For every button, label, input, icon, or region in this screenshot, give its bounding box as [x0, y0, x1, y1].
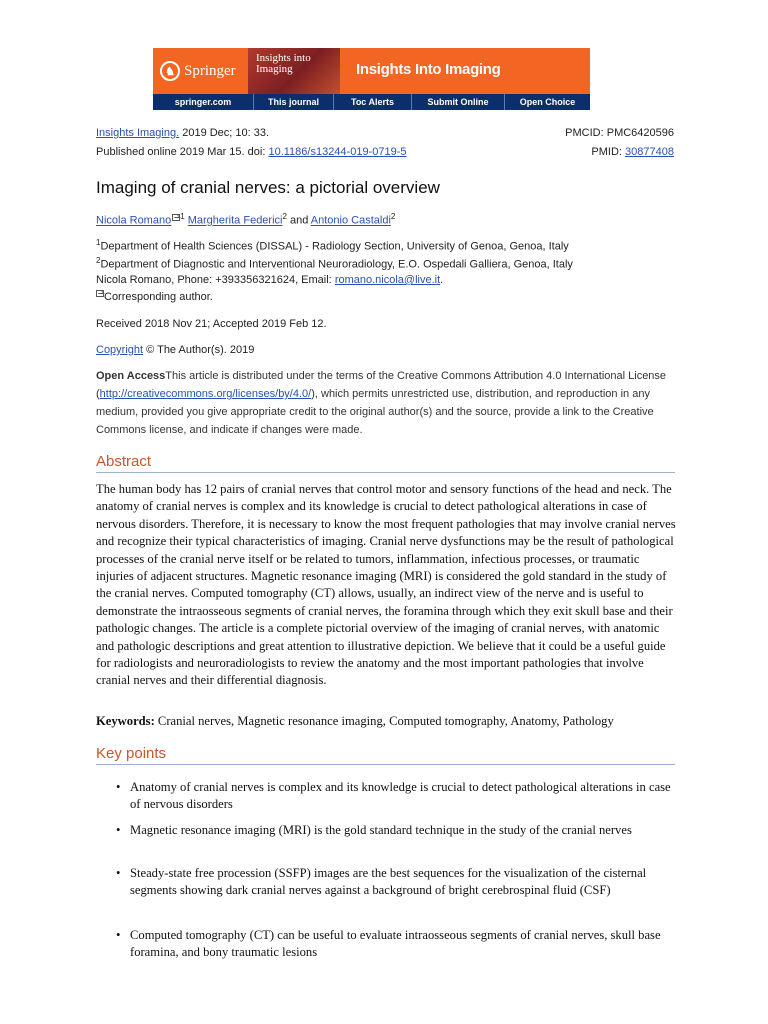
- nav-toc-alerts[interactable]: Toc Alerts: [333, 94, 411, 110]
- article-title: Imaging of cranial nerves: a pictorial overview: [96, 178, 440, 197]
- affiliation-1: [96, 236, 569, 254]
- key-point-text: Steady-state free procession (SSFP) images are the best sequences for the visualization of the cisternal segments showing dark cranial nerves against a background of bright cerebrospinal fluid (CSF): [130, 866, 647, 897]
- published-line: [96, 145, 406, 159]
- affiliation-text: Department of Diagnostic and Interventional Neuroradiology, E.O. Ospedali Galliera, Genoa, Italy: [100, 258, 573, 271]
- keywords-text: Cranial nerves, Magnetic resonance imaging, Computed tomography, Anatomy, Pathology: [154, 714, 614, 728]
- key-point-text: Computed tomography (CT) can be useful to evaluate intraosseous segments of cranial nerves, skull base foramina, and bony traumatic lesions: [130, 928, 661, 959]
- open-access-label: Open Access: [96, 370, 166, 382]
- nav-this-journal[interactable]: This journal: [253, 94, 333, 110]
- license-part-2: ), which permits unrestricted use, distribution, and reproduction in any medium, provided you give appropriate credit to the original author(s) and the source, provide a link to the Creative Commons license, and indicate if changes were made.: [96, 388, 654, 436]
- copyright-line: [96, 343, 254, 357]
- abstract-body: The human body has 12 pairs of cranial nerves that control motor and sensory functions of the head and neck. The anatomy of cranial nerves is complex and its knowledge is crucial to detect pathological alterations in case of nervous disorders. Therefore, it is necessary to know the most frequent pathologies that may involve cranial nerves and recognize their typical characteristics of imaging. Cranial nerve dysfunctions may be the result of pathological processes of the cranial nerve itself or be related to tumors, inflammation, infectious processes, or traumatic injuries of adjacent structures. Magnetic resonance imaging (MRI) is considered the gold standard in the study of the cranial nerves. Computed tomography (CT) allows, usually, an indirect view of the nerve and is useful to demonstrate the intraosseous segments of cranial nerves, the foramina through which they exit skull base and their pathologic changes. The article is a complete pictorial overview of the imaging of cranial nerves, with anatomic and pathologic descriptions and great attention to illustrative depiction. We believe that it could be a useful guide for radiologists and neuroradiologists to review the anatomy and the most important pathologies that involve cranial nerves and their differential diagnosis.: [96, 482, 676, 688]
- bullet: •: [116, 823, 121, 837]
- springer-brand[interactable]: [153, 48, 248, 94]
- journal-banner: [153, 48, 590, 110]
- affiliation-sup: 1: [96, 238, 101, 247]
- bullet: •: [116, 866, 121, 880]
- doi-link[interactable]: 10.1186/s13244-019-0719-5: [268, 146, 407, 158]
- published-prefix: Published online 2019 Mar 15. doi:: [96, 146, 269, 158]
- pmid-link[interactable]: 30877408: [625, 146, 674, 158]
- contact-prefix: Nicola Romano, Phone: +393356321624, Email:: [96, 274, 335, 286]
- author-link[interactable]: Nicola Romano: [96, 214, 172, 227]
- affiliation-2: [96, 254, 573, 272]
- key-point-text: Magnetic resonance imaging (MRI) is the gold standard technique in the study of the cranial nerves: [130, 823, 632, 837]
- license-part-1: This article is distributed under the terms of the Creative Commons Attribution 4.0 International License (: [96, 370, 667, 400]
- pmcid: PMCID: PMC6420596: [565, 127, 674, 139]
- author-link[interactable]: Antonio Castaldi: [310, 214, 391, 227]
- mail-icon[interactable]: [172, 214, 180, 221]
- cover-title: Insights into Imaging: [256, 52, 311, 75]
- nav-submit-online[interactable]: Submit Online: [411, 94, 504, 110]
- corresponding-note: [96, 290, 213, 304]
- pmid-label: PMID:: [591, 146, 626, 158]
- banner-nav: [153, 94, 590, 110]
- citation-issue: 2019 Dec; 10: 33.: [179, 127, 270, 139]
- keywords-label: Keywords:: [96, 714, 155, 728]
- nav-open-choice[interactable]: Open Choice: [504, 94, 590, 110]
- received-dates: Received 2018 Nov 21; Accepted 2019 Feb 12.: [96, 318, 327, 330]
- banner-header[interactable]: [153, 48, 590, 94]
- author-sup: 2: [390, 212, 396, 221]
- springer-name: Springer: [184, 62, 236, 79]
- affiliation-text: Department of Health Sciences (DISSAL) - Radiology Section, University of Genoa, Genoa, Italy: [100, 240, 569, 253]
- journal-title: Insights Into Imaging: [356, 61, 501, 78]
- author-list: [96, 210, 395, 228]
- list-item: [116, 779, 676, 813]
- citation-line: [96, 126, 269, 140]
- license-text: [96, 367, 676, 439]
- copyright-link[interactable]: Copyright: [96, 344, 144, 356]
- corresponding-text: Corresponding author.: [104, 291, 213, 303]
- list-item: [116, 822, 676, 839]
- affiliation-sup: 2: [96, 256, 101, 265]
- journal-link[interactable]: Insights Imaging.: [96, 127, 180, 139]
- list-item: [116, 865, 676, 899]
- author-sup: 1: [180, 212, 185, 221]
- key-point-text: Anatomy of cranial nerves is complex and its knowledge is crucial to detect pathological alterations in case of nervous disorders: [130, 780, 671, 811]
- mail-icon: [96, 290, 104, 297]
- copyright-text: © The Author(s). 2019: [143, 344, 255, 356]
- author-link[interactable]: Margherita Federici: [187, 214, 283, 227]
- abstract-heading: Abstract: [96, 453, 675, 473]
- bullet: •: [116, 780, 121, 794]
- list-item: [116, 927, 676, 961]
- license-link[interactable]: http://creativecommons.org/licenses/by/4.0/: [99, 388, 312, 400]
- author-sup: 2: [282, 212, 287, 221]
- author-and: and: [286, 214, 311, 227]
- email-link[interactable]: romano.nicola@live.it: [334, 274, 441, 286]
- contact-line: [96, 273, 443, 287]
- keywords-line: [96, 714, 614, 729]
- pmid: [591, 145, 674, 159]
- springer-logo-icon: ♞: [160, 61, 180, 81]
- nav-springer-com[interactable]: springer.com: [174, 97, 232, 107]
- bullet: •: [116, 928, 121, 942]
- key-points-heading: Key points: [96, 745, 675, 765]
- contact-suffix: .: [440, 274, 444, 286]
- journal-cover-image: [248, 48, 340, 94]
